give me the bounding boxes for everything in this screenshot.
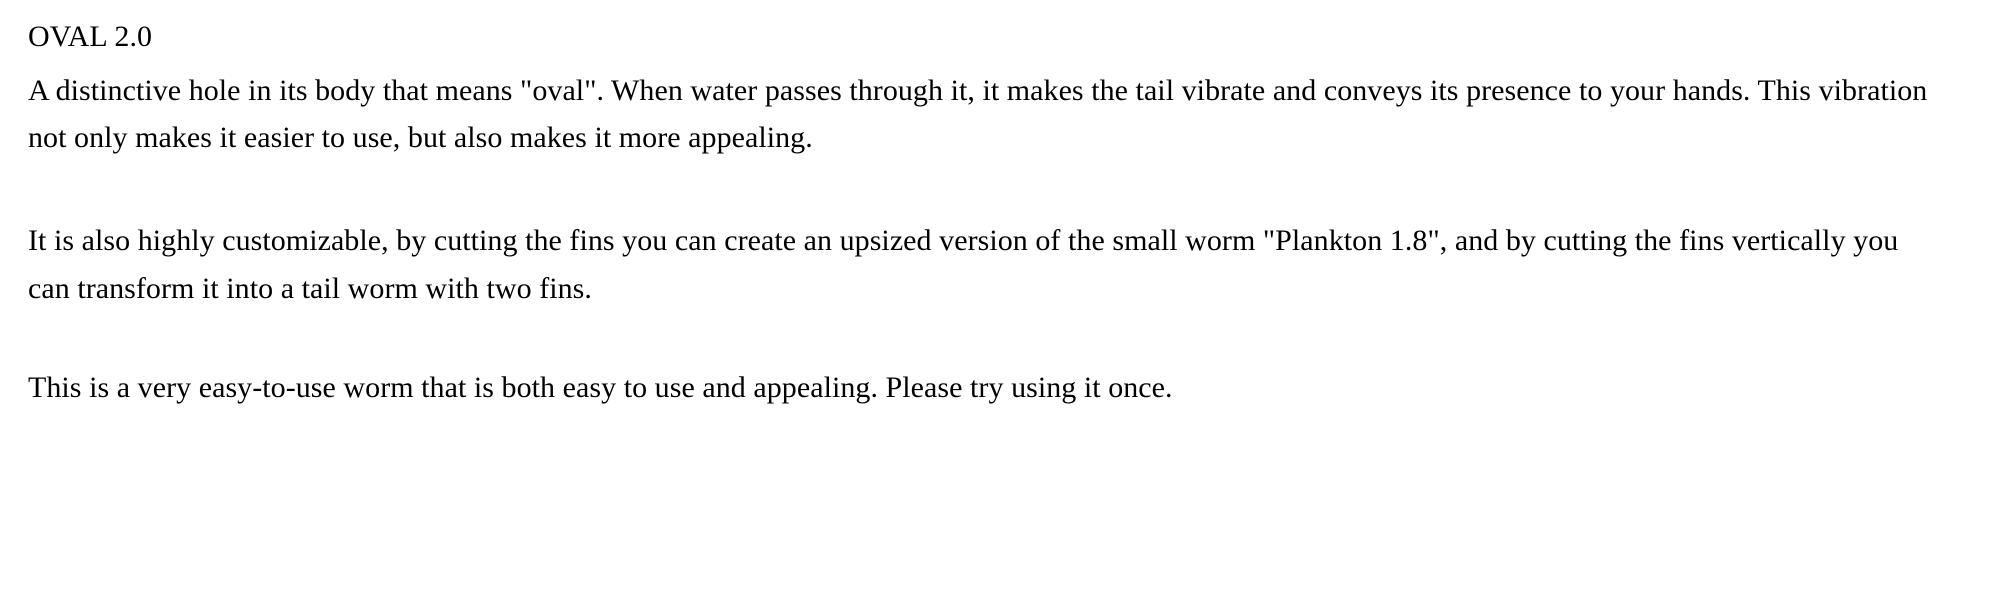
paragraph-spacer-2: [28, 312, 1940, 364]
paragraph-2: It is also highly customizable, by cutting the fins you can create an upsized version of the small worm "Plankton 1.8", and by cutting the fins vertically you can transform it into a tail worm with two fins.: [28, 224, 1899, 305]
page-title: OVAL 2.0: [28, 20, 153, 53]
paragraph-1: A distinctive hole in its body that means "oval". When water passes through it, it makes the tail vibrate and conveys its presence to your hands. This vibration not only makes it easier to use, but also makes it more appealing.: [28, 73, 1928, 154]
paragraph-3: This is a very easy-to-use worm that is both easy to use and appealing. Please try using it once.: [28, 371, 1173, 405]
paragraph-spacer-1: [28, 161, 1940, 217]
